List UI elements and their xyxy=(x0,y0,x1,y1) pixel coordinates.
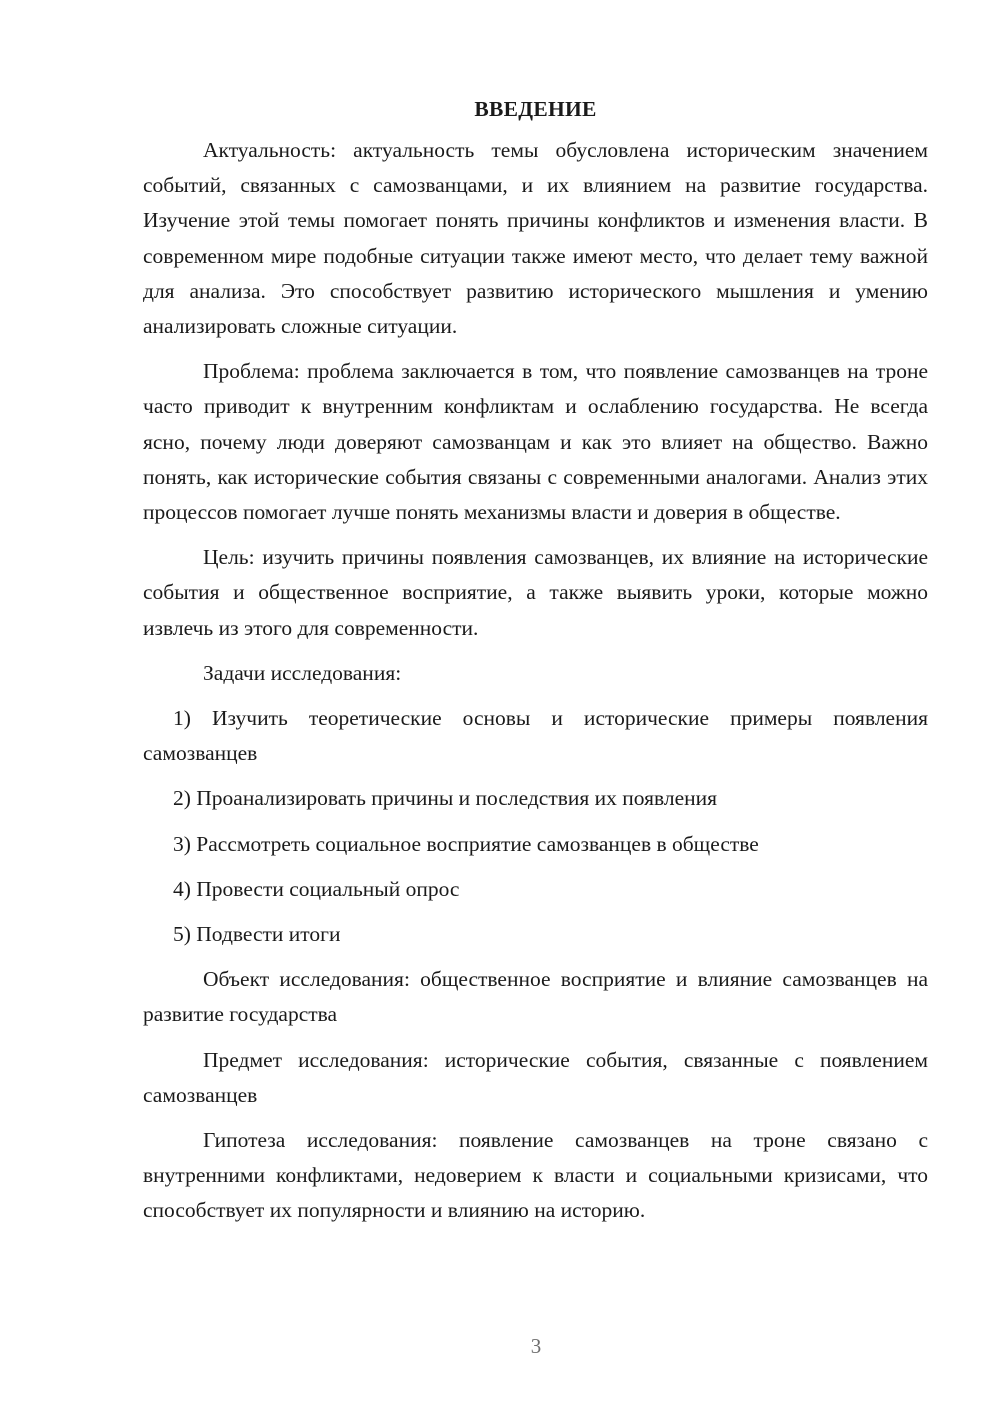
task-item-3: 3) Рассмотреть социальное восприятие самозванцев в обществе xyxy=(173,831,759,856)
task-item-1: 1) Изучить теоретические основы и исторические примеры появления самозванцев xyxy=(143,706,928,766)
task-item-4: 4) Провести социальный опрос xyxy=(173,876,460,901)
goal-paragraph: Цель: изучить причины появления самозванцев, их влияние на исторические события и общественное восприятие, а также выявить уроки, которые можно извлечь из этого для современности. xyxy=(143,545,928,640)
tasks-list xyxy=(143,701,928,952)
page-number: 3 xyxy=(530,1334,542,1358)
subject-paragraph: Предмет исследования: исторические события, связанные с появлением самозванцев xyxy=(143,1047,928,1107)
tasks-heading: Задачи исследования: xyxy=(203,660,402,685)
object-paragraph: Объект исследования: общественное восприятие и влияние самозванцев на развитие государства xyxy=(143,967,928,1027)
hypothesis-paragraph: Гипотеза исследования: появление самозванцев на троне связано с внутренними конфликтами, недоверием к власти и социальными кризисами, что способствует их популярности и влиянию на историю. xyxy=(143,1128,928,1223)
task-item-5: 5) Подвести итоги xyxy=(173,922,341,947)
relevance-paragraph: Актуальность: актуальность темы обусловлена историческим значением событий, связанных с самозванцами, и их влиянием на развитие государства. Изучение этой темы помогает понять причины конфликтов и изменения власти. В современном мире подобные ситуации также имеют место, что делает тему важной для анализа. Это способствует развитию исторического мышления и умению анализировать сложные ситуации. xyxy=(143,138,928,339)
section-title: ВВЕДЕНИЕ xyxy=(474,97,597,121)
problem-paragraph: Проблема: проблема заключается в том, что появление самозванцев на троне часто приводит к внутренним конфликтам и ослаблению государства. Не всегда ясно, почему люди доверяют самозванцам и как это влияет на общество. Важно понять, как исторические события связаны с современными аналогами. Анализ этих процессов помогает лучше понять механизмы власти и доверия в обществе. xyxy=(143,359,928,525)
document-page xyxy=(143,92,928,1239)
task-item-2: 2) Проанализировать причины и последствия их появления xyxy=(173,786,718,811)
